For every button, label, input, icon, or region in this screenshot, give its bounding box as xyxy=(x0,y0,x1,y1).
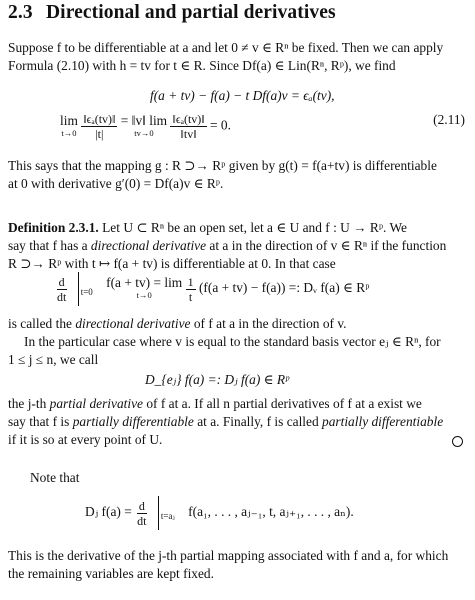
note-evaluation-point: t=aⱼ xyxy=(160,511,175,522)
equation-expansion: f(a + tv) − f(a) − t Df(a)v = ϵₐ(tv), xyxy=(150,88,335,103)
deq-body: f(a + tv) = lim xyxy=(106,275,183,290)
definition-line-5: In the particular case where v is equal to the standard basis vector eⱼ ∈ Rⁿ, for xyxy=(24,334,441,349)
definition-line-9: if it is so at every point of U. xyxy=(8,432,163,447)
partial-derivative-formula xyxy=(85,496,354,530)
d-dt-fraction xyxy=(55,275,68,304)
intro-after-2: at 0 with derivative g′(0) = Df(a)v ∈ Rᵖ. xyxy=(8,176,224,191)
fraction-1-denominator: |t| xyxy=(95,127,104,141)
note-d-dt-fraction xyxy=(135,499,148,528)
definition-line-7-post: of f at a. If all n partial derivatives of f at a exist we xyxy=(143,396,422,411)
directional-derivative-equation xyxy=(55,272,369,306)
definition-line-6: 1 ≤ j ≤ n, we call xyxy=(8,352,99,367)
fraction-1 xyxy=(81,112,117,141)
fraction-2 xyxy=(170,112,206,141)
one-over-t-numerator: 1 xyxy=(187,274,194,289)
definition-line-2 xyxy=(8,238,446,254)
section-title: Directional and partial derivatives xyxy=(46,2,336,23)
intro-after-1: This says that the mapping g : R ⊃→ Rᵖ given by g(t) = f(a+tv) is differentiable xyxy=(8,158,437,173)
definition-line-8 xyxy=(8,414,443,430)
note-d-dt-denominator: dt xyxy=(137,513,147,528)
term-partial-derivative: partial derivative xyxy=(49,396,143,411)
note-evaluation-bar xyxy=(158,496,159,530)
equation-limit-end: = 0. xyxy=(210,117,231,133)
lim-label-1: lim xyxy=(60,112,78,128)
term-directional-derivative-2: directional derivative xyxy=(75,316,191,331)
definition-label: Definition 2.3.1. xyxy=(8,220,99,235)
intro-line-2: Formula (2.10) with h = tv for t ∈ R. Since Df(a) ∈ Lin(Rⁿ, Rᵖ), we find xyxy=(8,58,396,73)
definition-line-3: R ⊃→ Rᵖ with t ↦ f(a + tv) is differentiable at 0. In that case xyxy=(8,256,336,271)
note-eq-lhs: Dⱼ f(a) = xyxy=(85,504,132,520)
note-after-1: This is the derivative of the j-th partial mapping associated with f and a, for which xyxy=(8,548,449,563)
d-dt-denominator: dt xyxy=(57,289,67,304)
section-number: 2.3 xyxy=(8,2,33,23)
term-directional-derivative: directional derivative xyxy=(90,238,207,253)
fraction-2-denominator: ‖tv‖ xyxy=(180,127,197,141)
definition-line-7 xyxy=(8,396,422,412)
lim-subscript-2: tv→0 xyxy=(134,127,154,138)
term-partially-differentiable: partially differentiable xyxy=(72,414,194,429)
definition-line-7-pre: the j-th xyxy=(8,396,50,411)
evaluation-point: t=0 xyxy=(80,287,93,298)
definition-line-1-text: Let U ⊂ Rⁿ be an open set, let a ∈ U and f : U → Rᵖ. We xyxy=(102,220,407,235)
term-partially-differentiable-2: partially differentiable xyxy=(322,414,444,429)
fraction-2-numerator: ‖ϵₐ(tv)‖ xyxy=(172,112,205,126)
definition-line-2-post: at a in the direction of v ∈ Rⁿ if the function xyxy=(206,238,447,253)
lim-subscript-3: t→0 xyxy=(136,290,152,300)
end-of-definition-icon xyxy=(452,436,463,447)
definition-line-4-post: of f at a in the direction of v. xyxy=(190,316,347,331)
deq-tail: (f(a + tv) − f(a)) =: Dᵥ f(a) ∈ Rᵖ xyxy=(198,280,370,296)
section-heading xyxy=(8,2,336,24)
limit-operator-2 xyxy=(120,112,168,139)
intro-line-1: Suppose f to be differentiable at a and let 0 ≠ v ∈ Rⁿ be fixed. Then we can apply xyxy=(8,40,444,55)
definition-line-4 xyxy=(8,316,347,332)
limit-operator-1 xyxy=(60,112,78,139)
note-intro: Note that xyxy=(30,470,80,485)
one-over-t xyxy=(186,275,196,304)
equation-limit xyxy=(60,112,231,141)
fraction-1-numerator: ‖ϵₐ(tv)‖ xyxy=(83,112,116,126)
definition-line-1 xyxy=(8,220,407,236)
note-eq-rhs: f(a₁, . . . , aⱼ₋₁, t, aⱼ₊₁, . . . , aₙ). xyxy=(188,504,354,520)
note-d-dt-numerator: d xyxy=(138,498,145,513)
definition-line-8-pre: say that f is xyxy=(8,414,73,429)
equation-number: (2.11) xyxy=(433,112,465,127)
limit-operator-3 xyxy=(106,277,182,301)
one-over-t-denominator: t xyxy=(188,289,193,304)
note-after-2: the remaining variables are kept fixed. xyxy=(8,566,214,581)
partial-derivative-equation: D_{eⱼ} f(a) =: Dⱼ f(a) ∈ Rᵖ xyxy=(145,372,289,387)
evaluation-bar xyxy=(78,272,79,306)
d-dt-numerator: d xyxy=(58,274,65,289)
lim-subscript-1: t→0 xyxy=(61,127,77,138)
definition-line-4-pre: is called the xyxy=(8,316,76,331)
definition-line-8-mid: at a. Finally, f is called xyxy=(193,414,323,429)
lim-label-2: = ‖v‖ lim xyxy=(120,112,168,128)
definition-line-2-pre: say that f has a xyxy=(8,238,91,253)
